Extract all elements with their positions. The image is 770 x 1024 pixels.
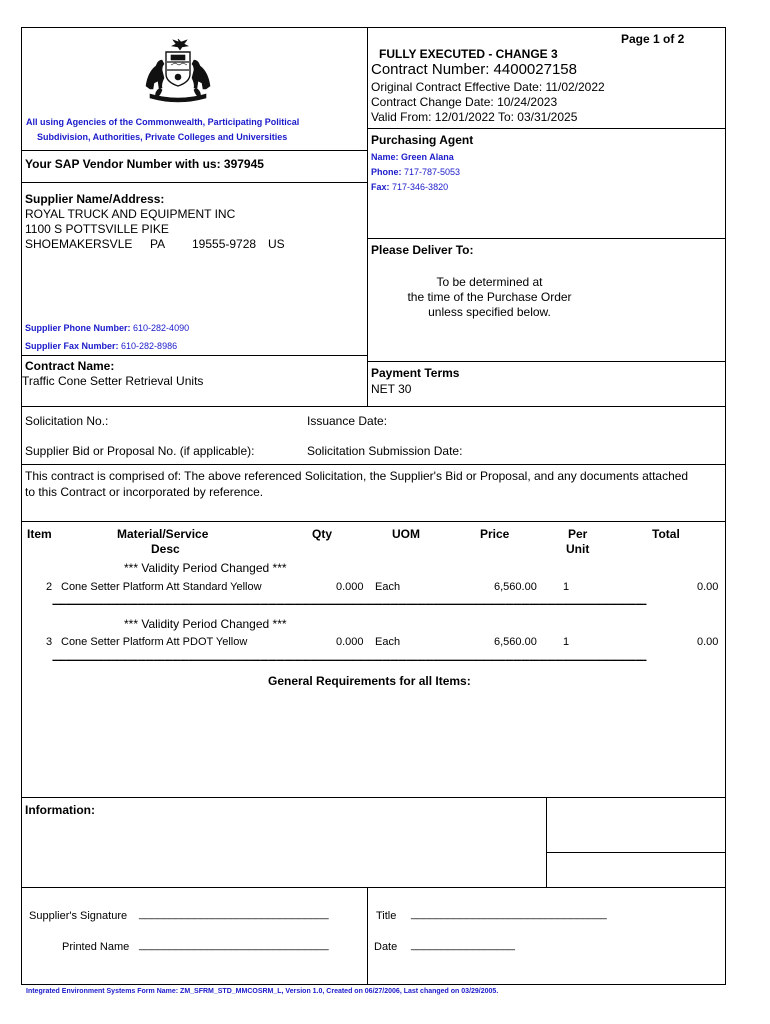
agencies-line-1: All using Agencies of the Commonwealth, Participating Political	[26, 117, 300, 127]
row-2-note: *** Validity Period Changed ***	[124, 617, 287, 631]
supplier-street: 1100 S POTTSVILLE PIKE	[25, 222, 169, 236]
purchasing-agent-heading: Purchasing Agent	[371, 133, 474, 147]
row-1-price: 6,560.00	[494, 581, 537, 593]
supplier-country: US	[268, 237, 285, 251]
supplier-fax: Supplier Fax Number: 610-282-8986	[25, 341, 178, 351]
form-footer: Integrated Environment Systems Form Name: ZM_SFRM_STD_MMCOSRM_L, Version 1.0, Created on 06/27/2006, Last changed on 03/29/2005.	[26, 988, 499, 995]
table-top-divider	[21, 521, 726, 522]
agent-name: Name: Green Alana	[371, 152, 454, 162]
deliver-line-1: To be determined at	[436, 275, 543, 289]
info-right-divider	[546, 852, 726, 853]
row-1-desc: Cone Setter Platform Att Standard Yellow	[61, 581, 262, 593]
header-desc: Desc	[151, 542, 180, 556]
submission-date-label: Solicitation Submission Date:	[307, 444, 463, 458]
header-qty: Qty	[312, 527, 333, 541]
comprised-divider	[21, 464, 726, 465]
header-unit: Unit	[566, 542, 590, 556]
agent-phone: Phone: 717-787-5053	[371, 167, 461, 177]
row-1-item: 2	[46, 581, 53, 593]
general-requirements: General Requirements for all Items:	[268, 674, 471, 688]
header-material: Material/Service	[117, 527, 209, 541]
valid-period: Valid From: 12/01/2022 To: 03/31/2025	[371, 110, 578, 124]
signature-vertical	[367, 887, 368, 985]
printed-name-field[interactable]: _______________________________	[139, 939, 329, 951]
frame-right	[725, 27, 726, 985]
solicitation-divider	[21, 406, 726, 407]
row-2-separator: -------------------------------------------------------------------------------------------------------------------------------------------------------------------------------------------------------------------------------	[52, 654, 646, 666]
printed-name-label: Printed Name	[62, 941, 130, 953]
deliver-line-2: the time of the Purchase Order	[407, 290, 572, 304]
supplier-zip: 19555-9728	[192, 237, 257, 251]
supplier-city: SHOEMAKERSVLE	[25, 237, 133, 251]
header-total: Total	[652, 527, 680, 541]
payment-terms-value: NET 30	[371, 382, 412, 396]
row-1-uom: Each	[375, 581, 401, 593]
page-number: Page 1 of 2	[621, 32, 685, 46]
solicitation-no-label: Solicitation No.:	[25, 414, 109, 428]
date-field[interactable]: _________________	[411, 939, 516, 951]
contract-number: Contract Number: 4400027158	[371, 61, 577, 78]
agent-fax: Fax: 717-346-3820	[371, 182, 449, 192]
sap-vendor-number: Your SAP Vendor Number with us: 397945	[25, 157, 264, 171]
row-1-total: 0.00	[697, 581, 719, 593]
left-divider-2	[21, 182, 368, 183]
deliver-line-3: unless specified below.	[428, 305, 551, 319]
info-divider	[21, 797, 726, 798]
header-divider	[367, 27, 368, 407]
contract-name-heading: Contract Name:	[25, 359, 115, 373]
supplier-name: ROYAL TRUCK AND EQUIPMENT INC	[25, 207, 236, 221]
supplier-signature-field[interactable]: _______________________________	[139, 908, 329, 920]
row-1-per: 1	[563, 581, 570, 593]
right-divider-1	[367, 128, 726, 129]
comprised-line-1: This contract is comprised of: The above referenced Solicitation, the Supplier's Bid or Proposal, and any documents attached	[25, 469, 689, 483]
row-1-separator: -------------------------------------------------------------------------------------------------------------------------------------------------------------------------------------------------------------------------------	[52, 598, 646, 610]
bid-proposal-label: Supplier Bid or Proposal No. (if applicable):	[25, 444, 255, 458]
left-divider-3	[21, 355, 368, 356]
frame-left	[21, 27, 22, 985]
supplier-phone: Supplier Phone Number: 610-282-4090	[25, 323, 190, 333]
row-2-price: 6,560.00	[494, 636, 537, 648]
date-label: Date	[374, 941, 398, 953]
contract-name-value: Traffic Cone Setter Retrieval Units	[22, 374, 204, 388]
right-divider-3	[367, 361, 726, 362]
agencies-line-2: Subdivision, Authorities, Private Colleges and Universities	[37, 132, 288, 142]
header-per: Per	[568, 527, 588, 541]
row-2-per: 1	[563, 636, 570, 648]
row-2-desc: Cone Setter Platform Att PDOT Yellow	[61, 636, 248, 648]
frame-bottom	[21, 984, 726, 985]
supplier-signature-label: Supplier's Signature	[29, 910, 128, 922]
comprised-line-2: to this Contract or incorporated by reference.	[25, 485, 264, 499]
right-divider-2	[367, 238, 726, 239]
row-2-qty: 0.000	[336, 636, 364, 648]
header-price: Price	[480, 527, 510, 541]
info-right-vertical	[546, 797, 547, 888]
commonwealth-seal	[138, 36, 218, 104]
row-1-qty: 0.000	[336, 581, 364, 593]
row-1-note: *** Validity Period Changed ***	[124, 561, 287, 575]
frame-top	[21, 27, 726, 28]
supplier-state: PA	[150, 237, 166, 251]
supplier-heading: Supplier Name/Address:	[25, 192, 165, 206]
payment-terms-heading: Payment Terms	[371, 366, 460, 380]
contract-change-date: Contract Change Date: 10/24/2023	[371, 95, 558, 109]
header-uom: UOM	[392, 527, 420, 541]
header-item: Item	[27, 527, 52, 541]
signature-divider	[21, 887, 726, 888]
issuance-date-label: Issuance Date:	[307, 414, 388, 428]
information-heading: Information:	[25, 803, 95, 817]
row-2-item: 3	[46, 636, 53, 648]
contract-status: FULLY EXECUTED - CHANGE 3	[379, 47, 558, 61]
original-effective-date: Original Contract Effective Date: 11/02/2022	[371, 80, 605, 94]
title-field[interactable]: ________________________________	[411, 908, 607, 920]
row-2-uom: Each	[375, 636, 401, 648]
row-2-total: 0.00	[697, 636, 719, 648]
title-label: Title	[376, 910, 397, 922]
left-divider-1	[21, 150, 368, 151]
deliver-heading: Please Deliver To:	[371, 243, 474, 257]
